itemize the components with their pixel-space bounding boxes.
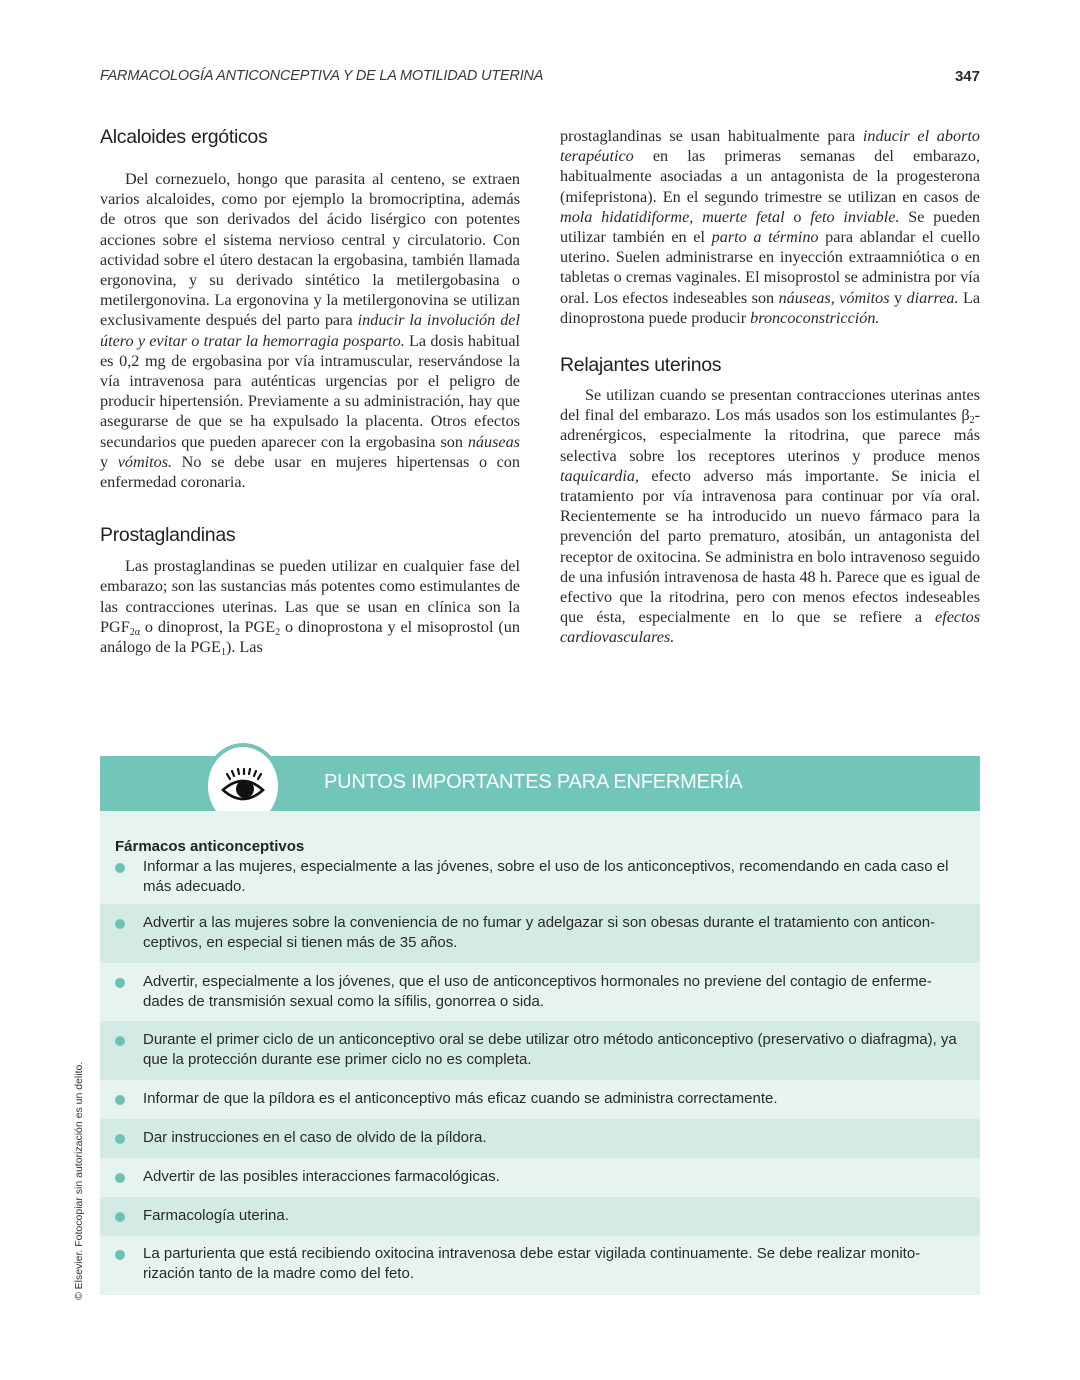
emphasis: vómitos.	[117, 452, 173, 471]
emphasis: taquicardia,	[560, 466, 639, 485]
text: o dinoprost, la PGE	[139, 617, 276, 636]
bullet-icon	[115, 978, 125, 988]
text: Del cornezuelo, hongo que parasita al centeno, se extraen varios alcaloides, como por ejemplo la bromocriptina, además de otros que son derivados del ácido lisérgico con potentes acciones sobre el sistema nervioso central y circulatorio. Con actividad sobre el útero destacan la ergobasina, también llamada ergonovina, y su derivado sintético la metilergobasina o metilergonovina. La ergonovina y la metilergonovina se utilizan exclusivamente después del parto para	[100, 170, 520, 330]
right-column	[560, 124, 980, 648]
emphasis: parto a término	[711, 228, 819, 247]
emphasis: broncoconstricción.	[750, 308, 880, 327]
bullet-icon	[115, 919, 125, 929]
list-item	[100, 1236, 980, 1295]
list-item	[100, 811, 980, 904]
list-item-text: Advertir de las posibles interacciones farmacológicas.	[143, 1168, 500, 1185]
text: No se debe usar en mujeres hipertensas o con enfermedad coronaria.	[100, 452, 520, 492]
text: o	[784, 207, 811, 226]
subscript: 2α	[129, 626, 140, 638]
subscript: 2	[969, 415, 975, 427]
section-title-relajantes: Relajantes uterinos	[560, 354, 722, 377]
bullet-icon	[115, 1036, 125, 1046]
eye-icon	[218, 766, 268, 806]
list-item	[100, 904, 980, 963]
nursing-key-points-box	[100, 756, 980, 1295]
text: La dinoprostona puede producir	[560, 288, 981, 327]
list-item-text: Informar a las mujeres, especialmente a las jóvenes, sobre el uso de los anticonceptivos, recomendando en cada caso el más adecuado.	[143, 858, 949, 895]
emphasis: inducir la involución del útero y evitar o tratar la hemorragia posparto.	[100, 311, 520, 350]
list-item	[100, 963, 980, 1021]
emphasis: feto inviable.	[810, 207, 900, 226]
text: Se utilizan cuando se presentan contracciones uterinas antes del final del embarazo. Los más usados son los estimulantes β	[560, 386, 980, 425]
text: para ablandar el cuello uterino. Suelen administrarse en inyección extraamniótica o en tabletas o cremas vaginales. El misoprostol se administra por vía oral. Los efectos indeseables son	[560, 228, 981, 307]
paragraph-prostaglandinas-continued	[560, 126, 980, 328]
text: Se pueden utilizar también en el	[560, 207, 981, 247]
text: en las primeras semanas del embarazo, habitualmente asociadas a un antagonista de la progesterona (mifepristona). En el segundo trimestre se utilizan en casos de	[560, 147, 980, 206]
paragraph-relajantes	[560, 385, 980, 648]
emphasis: mola hidatidiforme, muerte fetal	[560, 207, 785, 226]
list-item	[100, 1119, 980, 1158]
list-item-text: Informar de que la píldora es el anticonceptivo más eficaz cuando se administra correctamente.	[143, 1090, 778, 1107]
bullet-icon	[115, 1134, 125, 1144]
emphasis: náuseas	[467, 432, 520, 451]
text: y	[889, 288, 907, 307]
box-title: PUNTOS IMPORTANTES PARA ENFERMERÍA	[324, 771, 743, 793]
section-title-prostaglandinas: Prostaglandinas	[100, 524, 236, 547]
list-item	[100, 1158, 980, 1197]
emphasis: náuseas, vómitos	[778, 288, 890, 307]
text: prostaglandinas se usan habitualmente para	[560, 127, 863, 145]
running-title: FARMACOLOGÍA ANTICONCEPTIVA Y DE LA MOTILIDAD UTERINA	[100, 68, 544, 84]
text: La dosis habitual es 0,2 mg de ergobasina por vía intramuscular, reservándose la vía intravenosa para auténticas urgencias por el peligro de producir hipertensión. Previamente a su administración, hay que asegurarse de que se ha expulsado la placenta. Otros efectos secundarios que pueden aparecer con la ergobasina son	[100, 331, 521, 451]
text: ). Las	[225, 638, 263, 657]
copyright-notice: © Elsevier. Fotocopiar sin autorización es un delito.	[73, 1061, 85, 1300]
list-item	[100, 1021, 980, 1080]
box-header	[100, 756, 980, 811]
page-number: 347	[954, 68, 980, 85]
bullet-icon	[115, 1173, 125, 1183]
text: y	[100, 452, 118, 471]
subscript: 2	[275, 626, 281, 638]
left-column	[100, 124, 520, 657]
list-item-text: La parturienta que está recibiendo oxitocina intravenosa debe estar vigilada continuamente. Se debe realizar monitorización tanto de la madre como del feto.	[143, 1245, 921, 1282]
list-item	[100, 1197, 980, 1236]
list-item-text: Advertir a las mujeres sobre la conveniencia de no fumar y adelgazar si son obesas durante el tratamiento con anticonceptivos, en especial si tienen más de 35 años.	[143, 914, 936, 951]
paragraph-prostaglandinas	[100, 556, 520, 657]
subscript: 1	[220, 647, 226, 659]
text: Las prostaglandinas se pueden utilizar en cualquier fase del embarazo; son las sustancias más potentes como estimulantes de las contracciones uterinas. Las que se usan en clínica son la PGF	[100, 557, 520, 636]
list-item-text: Farmacología uterina.	[143, 1207, 289, 1224]
emphasis: inducir el aborto terapéutico	[560, 127, 980, 166]
text: efecto adverso más importante. Se inicia el tratamiento por vía intravenosa para continuar por vía oral. Recientemente se ha introducido un nuevo fármaco para la prevención del parto prematuro, atosibán, un antagonista del receptor de oxitocina. Se administra en bolo intravenoso seguido de una infusión intravenosa de hasta 48 h. Parece que es igual de efectivo que la ritodrina, pero con menos efectos indeseables que ésta, especialmente en lo que se refiere a	[560, 466, 980, 627]
text: o dinoprostona y el misoprostol (un análogo de la PGE	[100, 617, 520, 657]
paragraph-alcaloides	[100, 169, 520, 492]
bullet-icon	[115, 1250, 125, 1260]
bullet-icon	[115, 1212, 125, 1222]
emphasis: diarrea.	[906, 288, 959, 307]
list-item	[100, 1080, 980, 1119]
list-item-text: Dar instrucciones en el caso de olvido de la píldora.	[143, 1129, 487, 1146]
box-subtitle: Fármacos anticonceptivos	[115, 838, 305, 855]
bullet-icon	[115, 863, 125, 873]
emphasis: efectos cardiovasculares.	[560, 608, 980, 647]
text: -adrenérgicos, especialmente la ritodrina, que parece más selectiva sobre los receptores uterinos y produce menos	[560, 406, 980, 465]
section-title-alcaloides: Alcaloides ergóticos	[100, 126, 268, 148]
list-item-text: Advertir, especialmente a los jóvenes, que el uso de anticonceptivos hormonales no previene del contagio de enfermedades de transmisión sexual como la sífilis, gonorrea o sida.	[143, 973, 932, 1010]
list-item-text: Durante el primer ciclo de un anticonceptivo oral se debe utilizar otro método anticonceptivo (preservativo o diafragma), ya que la protección durante ese primer ciclo no es completa.	[143, 1031, 957, 1068]
bullet-icon	[115, 1095, 125, 1105]
